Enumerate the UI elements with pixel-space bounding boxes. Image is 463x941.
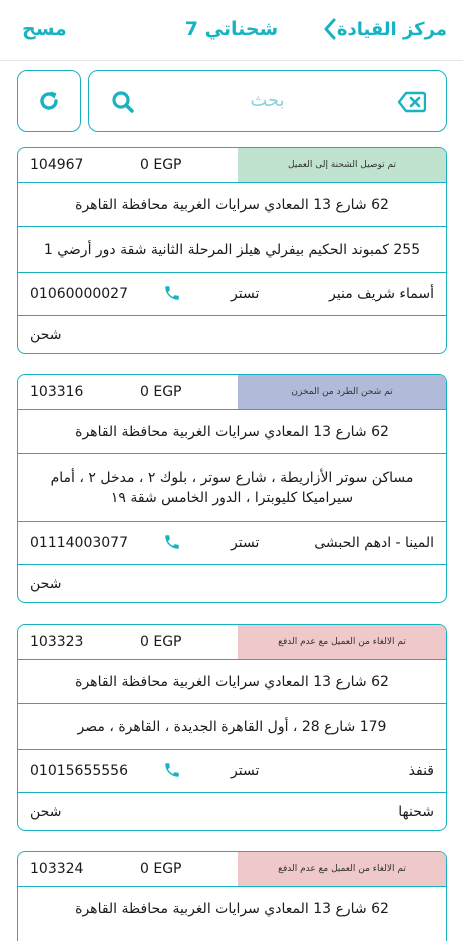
pickup-address: 62 شارع 13 المعادي سرايات الغربية محافظة القاهرة bbox=[18, 409, 446, 453]
status-badge: تم الالغاء من العميل مع عدم الدفع bbox=[238, 625, 446, 659]
status-badge: تم شحن الطرد من المخزن bbox=[238, 375, 446, 409]
pickup-address: 62 شارع 13 المعادي سرايات الغربية محافظة القاهرة bbox=[18, 886, 446, 930]
order-id: 103324 bbox=[30, 861, 84, 877]
phone-number[interactable]: 01015655556 bbox=[30, 763, 128, 779]
order-id: 104967 bbox=[30, 157, 84, 173]
phone-icon[interactable] bbox=[163, 284, 181, 302]
backspace-icon[interactable] bbox=[398, 91, 426, 113]
recipient-name: المينا - ادهم الحبشى bbox=[314, 535, 434, 551]
phone-icon[interactable] bbox=[163, 761, 181, 779]
status-badge: تم توصيل الشحنة إلى العميل bbox=[238, 148, 446, 182]
recipient-name: قنفذ bbox=[408, 763, 434, 779]
order-id: 103323 bbox=[30, 634, 84, 650]
back-label: مركز القيادة bbox=[336, 18, 447, 40]
contact-row bbox=[18, 521, 446, 564]
contact-row bbox=[18, 272, 446, 315]
toolbar bbox=[17, 70, 447, 136]
receiver-name: تستر bbox=[231, 763, 260, 779]
page-title: شحناتي 7 bbox=[184, 18, 279, 40]
contact-row bbox=[18, 749, 446, 792]
shipment-header bbox=[18, 852, 446, 886]
status-badge: تم الالغاء من العميل مع عدم الدفع bbox=[238, 852, 446, 886]
shipment-card[interactable] bbox=[17, 624, 447, 831]
phone-icon[interactable] bbox=[163, 533, 181, 551]
shipment-type: شحن bbox=[30, 576, 62, 592]
search-input[interactable]: بحث bbox=[250, 90, 285, 111]
delivery-address: 255 كمبوند الحكيم بيفرلي هيلز المرحلة الثانية شقة دور أرضي 1 bbox=[18, 226, 446, 272]
receiver-name: تستر bbox=[231, 286, 260, 302]
recipient-name: أسماء شريف منير bbox=[329, 286, 434, 302]
navigation-bar bbox=[0, 0, 463, 61]
delivery-address: 179 شارع 28 ، أول القاهرة الجديدة ، القاهرة ، مصر bbox=[18, 703, 446, 749]
price: 0 EGP bbox=[140, 634, 182, 650]
pickup-address: 62 شارع 13 المعادي سرايات الغربية محافظة القاهرة bbox=[18, 659, 446, 703]
shipment-card[interactable] bbox=[17, 147, 447, 354]
shipment-footer bbox=[18, 564, 446, 602]
shipment-footer bbox=[18, 315, 446, 353]
phone-number[interactable]: 01060000027 bbox=[30, 286, 128, 302]
phone-number[interactable]: 01114003077 bbox=[30, 535, 128, 551]
receiver-name: تستر bbox=[231, 535, 260, 551]
shipment-footer bbox=[18, 792, 446, 830]
price: 0 EGP bbox=[140, 157, 182, 173]
refresh-icon bbox=[37, 89, 61, 113]
pickup-address: 62 شارع 13 المعادي سرايات الغربية محافظة القاهرة bbox=[18, 182, 446, 226]
shipment-note: شحنها bbox=[398, 804, 434, 820]
order-id: 103316 bbox=[30, 384, 84, 400]
refresh-button[interactable] bbox=[17, 70, 81, 132]
clear-button[interactable]: مسح bbox=[22, 18, 67, 40]
shipment-header bbox=[18, 625, 446, 659]
shipment-card[interactable] bbox=[17, 851, 447, 941]
price: 0 EGP bbox=[140, 861, 182, 877]
shipment-type: شحن bbox=[30, 327, 62, 343]
shipment-header bbox=[18, 375, 446, 409]
price: 0 EGP bbox=[140, 384, 182, 400]
search-icon[interactable] bbox=[111, 90, 135, 114]
shipment-type: شحن bbox=[30, 804, 62, 820]
delivery-address: مساكن سوتر الأزاريطة ، شارع سوتر ، بلوك ٢ ، مدخل ٢ ، أمام سيراميكا كليوبترا ، الدور الخامس شقة ١٩ bbox=[18, 453, 446, 521]
shipment-header bbox=[18, 148, 446, 182]
search-field[interactable] bbox=[88, 70, 447, 132]
shipment-card[interactable] bbox=[17, 374, 447, 603]
